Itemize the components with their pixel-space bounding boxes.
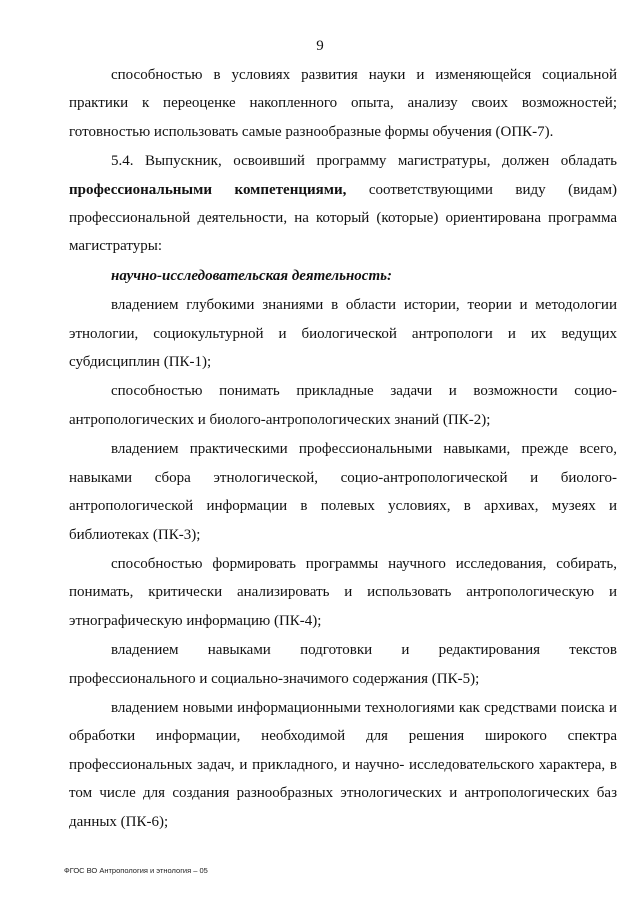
paragraph-5-4 bbox=[69, 147, 617, 261]
paragraph-pk-5: владением навыками подготовки и редактирования текстов профессионального и социально-значимого содержания (ПК-5); bbox=[69, 642, 617, 687]
paragraph-5-4-rest: соответствующими виду (видам) профессиональной деятельности, на который (которые) ориентирована программа магистратуры: bbox=[69, 181, 617, 255]
paragraph-pk-6: владением новыми информационными технологиями как средствами поиска и обработки информации, необходимой для решения широкого спектра профессиональных задач, и прикладного, и научно- исследовательского характера, в том числе для создания разнообразных этнологических и антропологических баз данных (ПК-6); bbox=[69, 699, 617, 830]
paragraph-5-4-lead: 5.4. Выпускник, освоивший программу магистратуры, должен обладать bbox=[111, 153, 617, 170]
paragraph-pk-1: владением глубокими знаниями в области истории, теории и методологии этнологии, социокультурной и биологической антропологи и их ведущих субдисциплин (ПК-1); bbox=[69, 297, 617, 371]
paragraph-opk-7: способностью в условиях развития науки и изменяющейся социальной практики к переоценке накопленного опыта, анализу своих возможностей; готовностью использовать самые разнообразные формы обучения (ОПК-7). bbox=[69, 67, 617, 140]
page-number: 9 bbox=[316, 38, 324, 54]
paragraph-pk-4: способностью формировать программы научного исследования, собирать, понимать, критически анализировать и использовать антропологическую и этнографическую информацию (ПК-4); bbox=[69, 555, 617, 629]
page-footer: ФГОС ВО Антропология и этнология – 05 bbox=[64, 866, 208, 875]
paragraph-pk-2: способностью понимать прикладные задачи и возможности социо-антропологических и биолого-антропологических знаний (ПК-2); bbox=[69, 383, 617, 428]
document-body bbox=[69, 61, 617, 837]
section-heading-research: научно-исследовательская деятельность: bbox=[111, 267, 392, 284]
paragraph-pk-3: владением практическими профессиональными навыками, прежде всего, навыками сбора этнологической, социо-антропологической и биолого-антропологической информации в полевых условиях, в архивах, музеях и библиотеках (ПК-3); bbox=[69, 441, 617, 543]
paragraph-5-4-bold-term: профессиональными компетенциями, bbox=[69, 181, 347, 198]
